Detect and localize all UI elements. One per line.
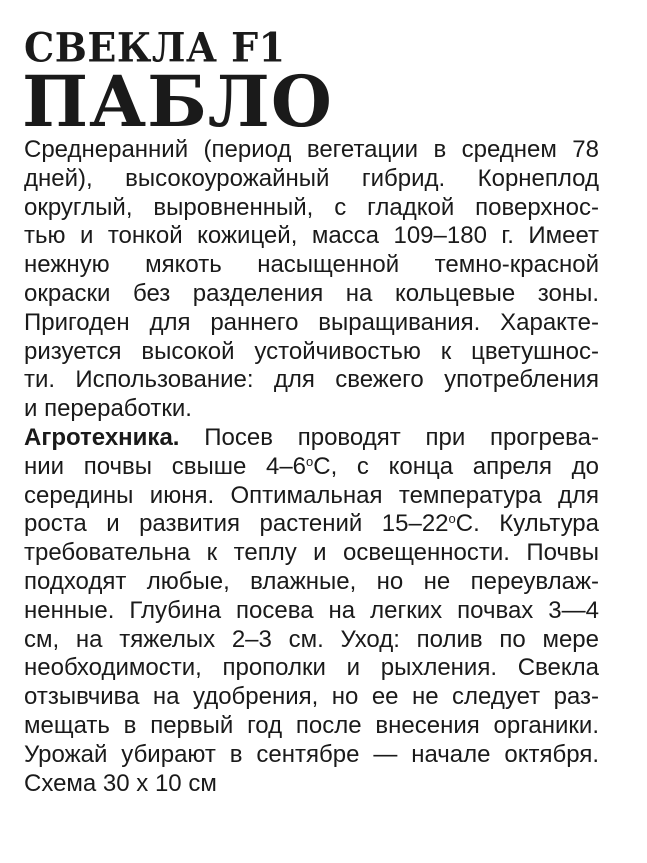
description-line: округлый, выровненный, с гладкой поверхнос- [24, 193, 599, 221]
agrotech-line [24, 424, 599, 453]
agrotech-line: необходимости, прополки и рыхления. Свекла [24, 654, 599, 682]
agrotech-line: отзывчива на удобрения, но ее не следует раз- [24, 683, 599, 711]
agrotech-line: Схема 30 х 10 см [24, 769, 217, 797]
description-line: и переработки. [24, 395, 192, 423]
description-line: дней), высокоурожайный гибрид. Корнеплод [24, 164, 599, 192]
agrotech-text: нии почвы свыше 4–6 [24, 452, 307, 480]
agrotech-text: роста и развития растений 15–22 [24, 510, 449, 538]
agrotech-rest [24, 539, 624, 798]
description-line: нежную мякоть насыщенной темно-красной [24, 251, 599, 279]
agrotech-text: Посев проводят при прогрева- [179, 423, 599, 451]
description-line: Пригоден для раннего выращивания. Характе- [24, 308, 599, 336]
description-line: ризуется высокой устойчивостью к цветушнос- [24, 337, 599, 365]
title-crop: СВЕКЛА F1 [24, 23, 286, 72]
agrotech-line: середины июня. Оптимальная температура для [24, 481, 599, 509]
seed-description-page [22, 23, 624, 798]
agrotech-line: Урожай убирают в сентябре — начале октября. [24, 740, 599, 768]
degree-mark: о [306, 453, 314, 469]
agrotech-line [24, 453, 599, 482]
agrotech-text: С. Культура [455, 510, 599, 538]
description-line: тью и тонкой кожицей, масса 109–180 г. Имеет [24, 222, 599, 250]
degree-mark: о [448, 511, 456, 527]
agrotech-line: мещать в первый год после внесения органики. [24, 711, 599, 739]
description-paragraph [24, 136, 624, 424]
agrotech-line: ненные. Глубина посева на легких почвах 3—4 [24, 596, 599, 624]
agrotech-line: см, на тяжелых 2–3 см. Уход: полив по мере [24, 625, 599, 653]
agrotech-label: Агротехника. [24, 423, 180, 451]
title-variety: ПАБЛО [22, 60, 333, 143]
agrotech-text: С, с конца апреля до [313, 452, 599, 480]
agrotech-line: требовательна к теплу и освещенности. Почвы [24, 539, 599, 567]
description-line: ти. Использование: для свежего употребления [24, 366, 599, 394]
description-line: Среднеранний (период вегетации в среднем 78 [24, 136, 599, 163]
agrotech-line: подходят любые, влажные, но не переувлаж- [24, 567, 599, 595]
description-line: окраски без разделения на кольцевые зоны. [24, 279, 599, 307]
agrotech-paragraph [24, 424, 624, 798]
agrotech-line [24, 510, 599, 539]
